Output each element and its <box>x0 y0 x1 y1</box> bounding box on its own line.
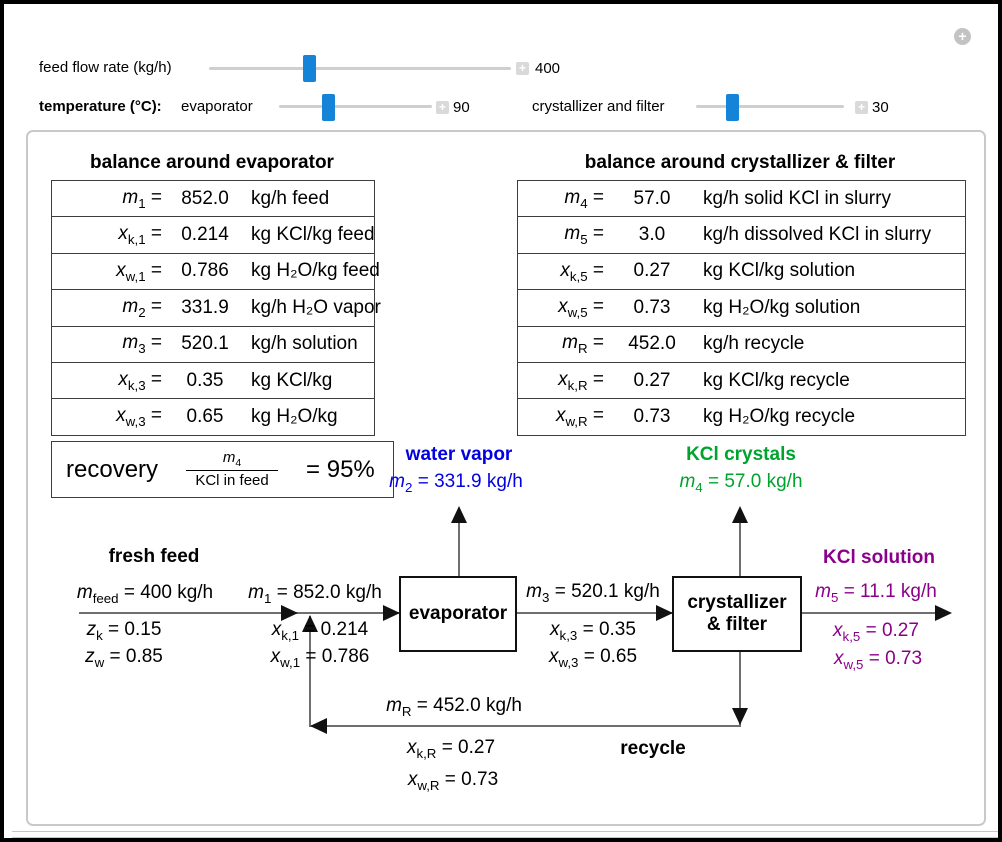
crystallizer-temp-slider-track[interactable] <box>696 105 844 108</box>
fraction-numerator: $m_4$ <box>222 449 242 470</box>
arrow-up-icon <box>451 506 467 523</box>
solution-xk-eq: $x_{k,5} = 0.27$ <box>833 620 919 644</box>
row-unit: kg H₂O/kg solution <box>703 296 861 318</box>
crystallizer-temp-value: 30 <box>872 99 889 116</box>
crystallizer-box-label-line1: crystallizer <box>687 592 787 614</box>
feed-flow-rate-slider-track[interactable] <box>209 67 511 70</box>
temperature-group-label: temperature (°C): <box>39 98 162 115</box>
row-variable: $x_{k,R}$ = <box>558 368 604 393</box>
row-value: 852.0 <box>181 187 229 209</box>
crystallizer-temp-slider-thumb[interactable] <box>726 94 739 121</box>
crystals-flow-eq: $m_4 = 57.0$ kg/h <box>679 471 803 495</box>
evaporator-temp-slider-thumb[interactable] <box>322 94 335 121</box>
fraction-bar <box>186 470 278 471</box>
fresh-feed-title: fresh feed <box>108 546 200 567</box>
recovery-box <box>51 441 394 498</box>
row-unit: kg/h recycle <box>703 333 805 355</box>
row-value: 0.786 <box>181 260 229 282</box>
crystallizer-box <box>672 576 802 652</box>
table-row <box>52 327 374 363</box>
row-unit: kg/h dissolved KCl in slurry <box>703 224 932 246</box>
row-value: 0.73 <box>633 296 671 318</box>
feed-stream-line <box>79 612 399 614</box>
feed-zk-eq: $z_k = 0.15$ <box>86 619 162 643</box>
feed-flow-rate-value: 400 <box>535 60 561 77</box>
table-row <box>518 290 965 326</box>
product-stream-line <box>802 612 948 614</box>
evaporator-table <box>51 180 381 436</box>
row-value: 3.0 <box>638 224 666 246</box>
row-variable: $m_2$ = <box>122 295 162 320</box>
evaporator-temp-expand-plus-icon[interactable]: + <box>436 101 449 114</box>
table-row <box>518 254 965 290</box>
recycle-title: recycle <box>620 738 686 759</box>
feed-flow-rate-slider-thumb[interactable] <box>303 55 316 82</box>
row-unit: kg/h H₂O vapor <box>251 296 381 318</box>
row-value: 0.27 <box>633 260 671 282</box>
feed-flow-eq: $m_{feed} = 400$ kg/h <box>76 582 214 606</box>
row-variable: $m_5$ = <box>564 223 604 247</box>
evaporator-temp-slider-track[interactable] <box>279 105 432 108</box>
row-unit: kg/h solution <box>251 333 358 355</box>
crystallizer-temp-expand-plus-icon[interactable]: + <box>855 101 868 114</box>
row-variable: $x_{w,5}$ = <box>558 295 604 320</box>
stream1-xw-eq: $x_{w,1} = 0.786$ <box>270 646 370 670</box>
solution-flow-eq: $m_5 = 11.1$ kg/h <box>815 581 937 605</box>
row-variable: $x_{w,1}$ = <box>116 259 162 284</box>
crystallizer-table <box>517 180 966 436</box>
row-variable: $x_{w,R}$ = <box>555 405 604 429</box>
evaporator-box <box>399 576 517 652</box>
row-unit: kg H₂O/kg <box>251 406 338 428</box>
row-value: 0.214 <box>181 224 229 246</box>
row-value: 0.35 <box>186 369 224 391</box>
row-value: 0.73 <box>633 406 671 428</box>
table-row <box>518 217 965 253</box>
panel-bottom-divider <box>12 831 998 838</box>
recovery-label: recovery <box>66 455 159 483</box>
stream1-flow-eq: $m_1 = 852.0$ kg/h <box>248 582 382 606</box>
stream1-xk-eq: $x_{k,1} = 0.214$ <box>271 619 369 643</box>
kcl-crystals-title: KCl crystals <box>686 444 796 465</box>
table-row <box>52 181 374 217</box>
manipulate-plus-icon[interactable]: + <box>954 28 971 45</box>
table-row <box>518 399 965 434</box>
recycle-xk-eq: $x_{k,R} = 0.27$ <box>406 737 496 761</box>
row-unit: kg H₂O/kg feed <box>251 260 380 282</box>
stream3-flow-eq: $m_3 = 520.1$ kg/h <box>526 581 660 605</box>
recycle-bottom-line <box>309 725 741 727</box>
evaporator-temp-value: 90 <box>453 99 470 116</box>
row-variable: $x_{w,3}$ = <box>116 405 162 429</box>
arrow-right-icon <box>383 605 400 621</box>
crystallizer-temp-label: crystallizer and filter <box>532 98 665 115</box>
fraction-denominator: KCl in feed <box>195 472 269 490</box>
row-variable: $x_{k,3}$ = <box>118 368 162 393</box>
table-row <box>52 399 374 434</box>
stream3-xw-eq: $x_{w,3} = 0.65$ <box>548 646 638 670</box>
evaporator-box-label: evaporator <box>408 603 508 625</box>
table-row <box>52 254 380 290</box>
row-unit: kg KCl/kg <box>251 369 333 391</box>
recovery-result: = 95% <box>306 455 375 483</box>
row-value: 57.0 <box>633 187 671 209</box>
row-value: 331.9 <box>181 296 229 318</box>
table-row <box>52 363 374 399</box>
row-unit: kg KCl/kg solution <box>703 260 856 282</box>
arrow-left-icon <box>310 718 327 734</box>
recovery-fraction <box>186 449 278 489</box>
row-variable: $m_3$ = <box>122 332 162 357</box>
row-variable: $x_{k,5}$ = <box>560 259 604 284</box>
row-unit: kg KCl/kg feed <box>251 224 375 246</box>
row-variable: $m_1$ = <box>122 186 162 211</box>
solution-stream-line <box>517 612 672 614</box>
row-unit: kg/h solid KCl in slurry <box>703 187 891 209</box>
row-unit: kg KCl/kg recycle <box>703 369 850 391</box>
feed-flow-expand-plus-icon[interactable]: + <box>516 62 529 75</box>
table-row <box>518 181 965 217</box>
arrow-down-icon <box>732 708 748 725</box>
row-value: 0.27 <box>633 369 671 391</box>
recycle-xw-eq: $x_{w,R} = 0.73$ <box>407 769 499 793</box>
arrow-right-icon <box>935 605 952 621</box>
crystallizer-table-title: balance around crystallizer & filter <box>584 152 896 173</box>
row-value: 0.65 <box>186 406 224 428</box>
solution-xw-eq: $x_{w,5} = 0.73$ <box>833 648 923 672</box>
arrow-up-icon <box>732 506 748 523</box>
feed-zw-eq: $z_w = 0.85$ <box>85 646 163 670</box>
table-row <box>518 363 965 399</box>
row-variable: $m_R$ = <box>562 332 604 357</box>
vapor-flow-eq: $m_2 = 331.9$ kg/h <box>389 471 523 495</box>
evaporator-temp-label: evaporator <box>181 98 253 115</box>
table-row <box>518 327 965 363</box>
evaporator-table-title: balance around evaporator <box>90 152 334 173</box>
crystallizer-box-label-line2: & filter <box>706 614 768 635</box>
stream3-xk-eq: $x_{k,3} = 0.35$ <box>550 619 636 643</box>
feed-flow-rate-label: feed flow rate (kg/h) <box>39 59 172 76</box>
row-value: 452.0 <box>628 333 676 355</box>
row-value: 520.1 <box>181 333 229 355</box>
table-row <box>52 217 374 253</box>
recycle-flow-eq: $m_R = 452.0$ kg/h <box>386 695 522 719</box>
table-row <box>52 290 381 326</box>
water-vapor-title: water vapor <box>405 444 513 465</box>
arrow-right-icon <box>656 605 673 621</box>
row-unit: kg H₂O/kg recycle <box>703 406 856 428</box>
row-variable: $m_4$ = <box>564 186 604 211</box>
kcl-solution-title: KCl solution <box>823 547 935 568</box>
row-variable: $x_{k,1}$ = <box>118 223 162 247</box>
row-unit: kg/h feed <box>251 187 330 209</box>
